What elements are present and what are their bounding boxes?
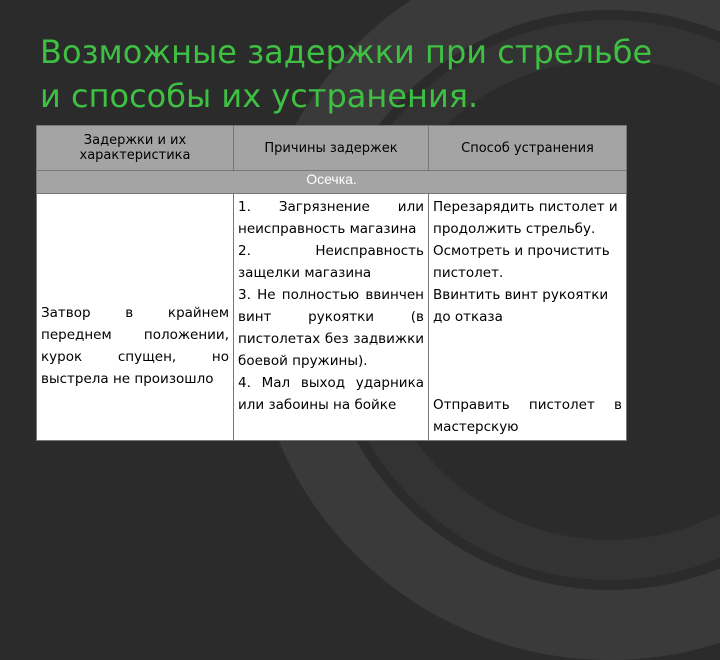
causes-cell [234, 194, 429, 441]
section-row [37, 171, 627, 194]
table-header-row [37, 126, 627, 171]
cause-3: 3. Не полностью ввинчен винт рукоятки (в пистолетах без задвижки боевой пружины). [238, 287, 424, 369]
slide-title [40, 30, 680, 118]
cause-4: 4. Мал выход ударника или забоины на бойке [238, 375, 424, 413]
cause-2: 2. Неисправность защелки магазина [238, 243, 424, 281]
delay-description: Затвор в крайнем переднем положении, курок спущен, но выстрела не произошло [37, 194, 234, 441]
fix-3: Ввинтить винт рукоятки до отказа [433, 287, 609, 325]
title-line-2: и способы их устранения. [40, 77, 479, 115]
title-line-1: Возможные задержки при стрельбе [40, 33, 653, 71]
header-fix: Способ устранения [429, 126, 627, 171]
fix-4: Отправить пистолет в мастерскую [433, 397, 622, 435]
table-row [37, 194, 627, 441]
fix-1: Перезарядить пистолет и продолжить стрельбу. [433, 199, 618, 237]
header-delays: Задержки и их характеристика [37, 126, 234, 171]
fix-2: Осмотреть и прочистить пистолет. [433, 243, 610, 281]
cause-1: 1. Загрязнение или неисправность магазина [238, 199, 424, 237]
delays-table [36, 125, 627, 441]
header-causes: Причины задержек [234, 126, 429, 171]
section-misfire: Осечка. [37, 171, 627, 194]
fixes-cell [429, 194, 627, 441]
